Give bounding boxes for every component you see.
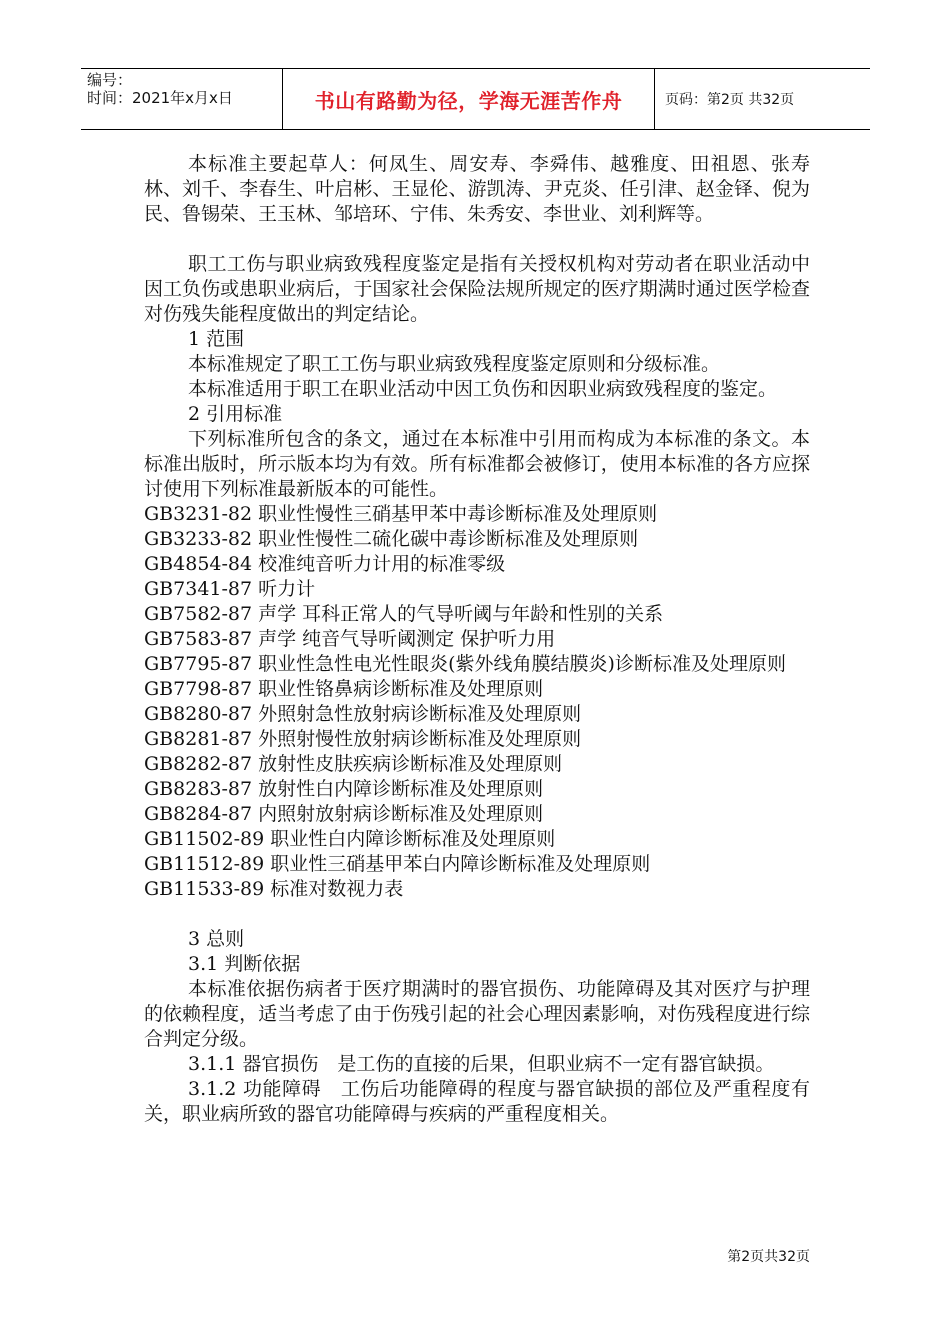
reference-item: GB7583-87 声学 纯音气导听阈测定 保护听力用 bbox=[144, 628, 556, 650]
reference-item: GB7798-87 职业性铬鼻病诊断标准及处理原则 bbox=[144, 678, 544, 700]
reference-item: GB11512-89 职业性三硝基甲苯白内障诊断标准及处理原则 bbox=[144, 853, 651, 875]
reference-item: GB8283-87 放射性白内障诊断标准及处理原则 bbox=[144, 778, 544, 800]
section-1-paragraph-2: 本标准适用于职工在职业活动中因工负伤和因职业病致残程度的鉴定。 bbox=[188, 378, 778, 400]
section-3-1-paragraph: 本标准依据伤病者于医疗期满时的器官损伤、功能障碍及其对医疗与护理的依赖程度，适当考虑了由于伤残引起的社会心理因素影响，对伤残程度进行综合判定分级。 bbox=[144, 978, 810, 1050]
document-body bbox=[144, 152, 810, 1127]
section-3-1-2-paragraph: 3.1.2 功能障碍 工伤后功能障碍的程度与器官缺损的部位及严重程度有关，职业病所致的器官功能障碍与疾病的严重程度相关。 bbox=[144, 1078, 810, 1125]
section-1-title: 1 范围 bbox=[188, 328, 245, 350]
reference-item: GB7795-87 职业性急性电光性眼炎(紫外线角膜结膜炎)诊断标准及处理原则 bbox=[144, 653, 786, 675]
reference-item: GB8284-87 内照射放射病诊断标准及处理原则 bbox=[144, 803, 544, 825]
reference-item: GB4854-84 校准纯音听力计用的标准零级 bbox=[144, 553, 506, 575]
reference-item: GB3233-82 职业性慢性二硫化碳中毒诊断标准及处理原则 bbox=[144, 528, 639, 550]
header-page-info: 页码：第2页 共32页 bbox=[665, 92, 795, 108]
reference-item: GB7582-87 声学 耳科正常人的气导听阈与年龄和性别的关系 bbox=[144, 603, 664, 625]
section-3-1-1-paragraph: 3.1.1 器官损伤 是工伤的直接的后果，但职业病不一定有器官缺损。 bbox=[188, 1053, 775, 1075]
drafters-paragraph: 本标准主要起草人：何凤生、周安寿、李舜伟、越雅度、田祖恩、张寿林、刘千、李春生、叶启彬、王显伦、游凯涛、尹克炎、任引津、赵金铎、倪为民、鲁锡荣、王玉林、邹培环、宁伟、朱秀安、李世业、刘利辉等。 bbox=[144, 153, 810, 225]
page-footer: 第2页共32页 bbox=[727, 1249, 810, 1265]
reference-item: GB3231-82 职业性慢性三硝基甲苯中毒诊断标准及处理原则 bbox=[144, 503, 658, 525]
header-motto: 书山有路勤为径，学海无涯苦作舟 bbox=[283, 69, 655, 129]
section-1-paragraph-1: 本标准规定了职工工伤与职业病致残程度鉴定原则和分级标准。 bbox=[188, 353, 721, 375]
reference-item: GB11502-89 职业性白内障诊断标准及处理原则 bbox=[144, 828, 556, 850]
definition-paragraph: 职工工伤与职业病致残程度鉴定是指有关授权机构对劳动者在职业活动中因工负伤或患职业病后，于国家社会保险法规所规定的医疗期满时通过医学检查对伤残失能程度做出的判定结论。 bbox=[144, 253, 810, 325]
header-meta bbox=[81, 69, 283, 129]
section-3-title: 3 总则 bbox=[188, 928, 245, 950]
reference-item: GB11533-89 标准对数视力表 bbox=[144, 878, 404, 900]
page-header bbox=[81, 68, 870, 130]
reference-item: GB8282-87 放射性皮肤疾病诊断标准及处理原则 bbox=[144, 753, 563, 775]
section-2-title: 2 引用标准 bbox=[188, 403, 283, 425]
section-2-paragraph-1: 下列标准所包含的条文，通过在本标准中引用而构成为本标准的条文。本标准出版时，所示版本均为有效。所有标准都会被修订，使用本标准的各方应探讨使用下列标准最新版本的可能性。 bbox=[144, 428, 810, 500]
time-label: 时间：2021年x月x日 bbox=[87, 89, 233, 107]
reference-item: GB8280-87 外照射急性放射病诊断标准及处理原则 bbox=[144, 703, 582, 725]
reference-list bbox=[144, 502, 810, 902]
section-3-1-title: 3.1 判断依据 bbox=[188, 953, 301, 975]
reference-item: GB8281-87 外照射慢性放射病诊断标准及处理原则 bbox=[144, 728, 582, 750]
number-label: 编号： bbox=[87, 71, 133, 89]
reference-item: GB7341-87 听力计 bbox=[144, 578, 316, 600]
